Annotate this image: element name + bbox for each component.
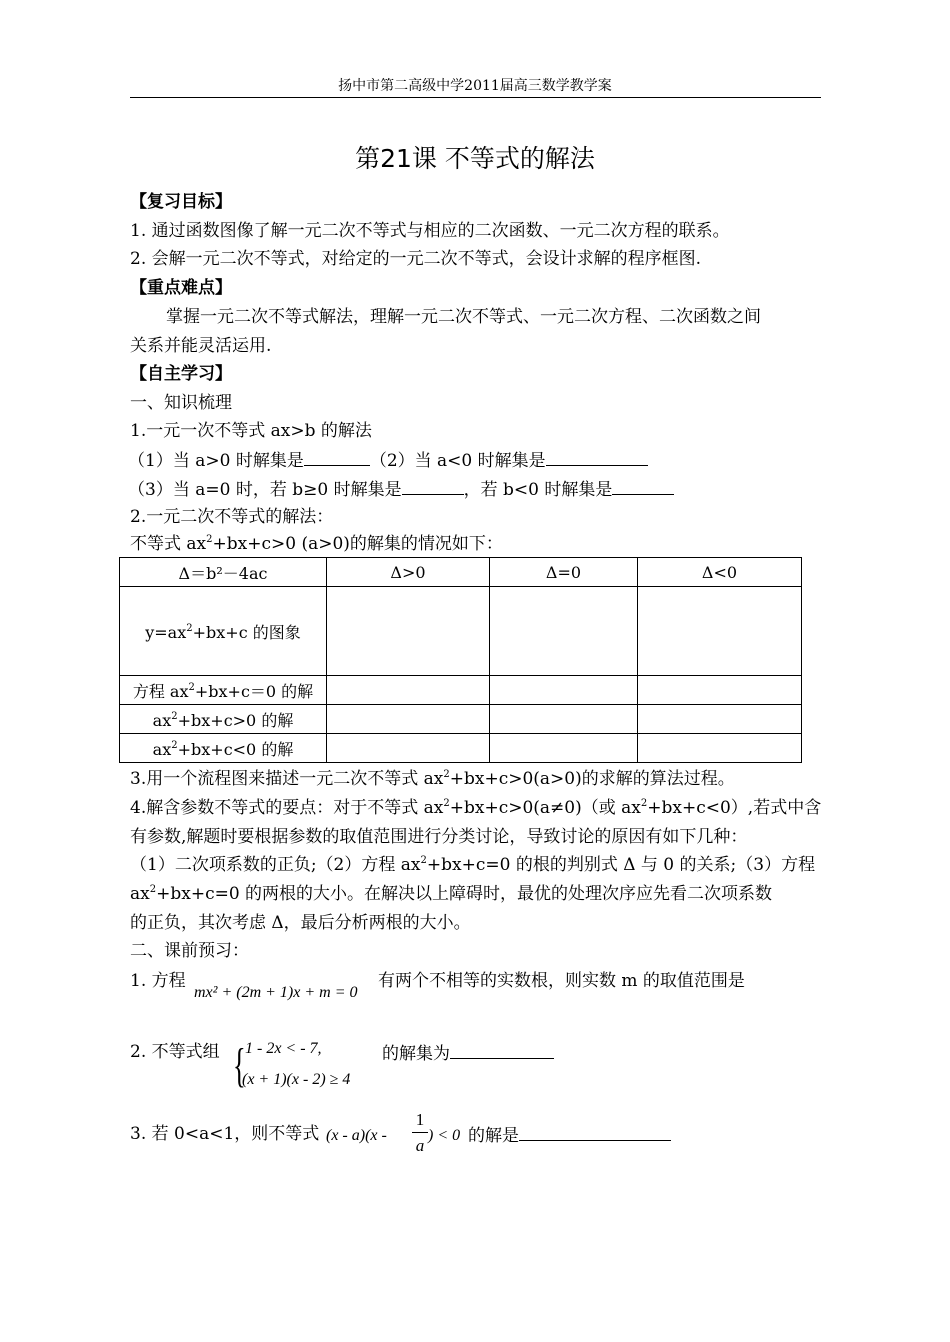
table-row-label: $ax^2+bx+c>0$ 的解 bbox=[120, 705, 327, 734]
table-cell[interactable] bbox=[638, 676, 802, 705]
fraction-numerator: 1 bbox=[415, 1110, 425, 1129]
table-cell[interactable] bbox=[638, 705, 802, 734]
keypoints-heading: 【重点难点】 bbox=[130, 278, 232, 298]
answer-blank[interactable] bbox=[304, 447, 370, 466]
keypoints-line-2: 关系并能灵活运用. bbox=[130, 336, 272, 356]
answer-blank[interactable] bbox=[402, 476, 464, 495]
problem-3-text: 的解是 bbox=[468, 1122, 671, 1148]
case-3-label: （3）当 a=0 时，若 b≥0 时解集是 bbox=[128, 480, 402, 500]
table-header-cell: Δ=0 bbox=[490, 558, 638, 587]
selfstudy-heading: 【自主学习】 bbox=[130, 364, 232, 384]
case-line-2 bbox=[128, 476, 674, 502]
problem-3-formula-left: (x - a)(x - bbox=[326, 1127, 387, 1144]
problem-2-label: 2. 不等式组 bbox=[130, 1042, 220, 1062]
item-4-line-3: （1）二次项系数的正负;（2）方程 $ax^2+bx+c=0$ 的根的判别式 Δ 与 0 的关系;（3）方程 bbox=[130, 855, 816, 875]
case-1-label: （1）当 a>0 时解集是 bbox=[128, 451, 304, 471]
table-cell[interactable] bbox=[490, 705, 638, 734]
solution-table bbox=[119, 557, 802, 763]
section-2-title: 二、课前预习： bbox=[130, 941, 249, 961]
table-cell[interactable] bbox=[327, 676, 490, 705]
table-header-cell: Δ>0 bbox=[327, 558, 490, 587]
item-2-title: 2.一元二次不等式的解法： bbox=[130, 507, 334, 527]
answer-blank[interactable] bbox=[612, 476, 674, 495]
item-1-title: 1.一元一次不等式 ax>b 的解法 bbox=[130, 421, 372, 441]
table-cell[interactable] bbox=[638, 587, 802, 676]
item-4-line-4: $ax^2+bx+c=0$ 的两根的大小。在解决以上障碍时，最优的处理次序应先看二次项系数 bbox=[130, 884, 773, 904]
table-cell[interactable] bbox=[490, 676, 638, 705]
problem-1-text: 有两个不相等的实数根，则实数 m 的取值范围是 bbox=[378, 971, 745, 991]
answer-blank[interactable] bbox=[450, 1040, 554, 1059]
item-4-line-2: 有参数,解题时要根据参数的取值范围进行分类讨论，导致讨论的原因有如下几种： bbox=[130, 827, 748, 847]
table-cell[interactable] bbox=[327, 705, 490, 734]
problem-3-formula-right: ) < 0 bbox=[428, 1127, 461, 1144]
table-cell[interactable] bbox=[490, 587, 638, 676]
keypoints-line-1: 掌握一元二次不等式解法，理解一元二次不等式、一元二次方程、二次函数之间 bbox=[166, 307, 761, 327]
table-cell[interactable] bbox=[490, 734, 638, 763]
header-rule bbox=[130, 97, 821, 98]
answer-blank[interactable] bbox=[519, 1122, 671, 1141]
goals-heading: 【复习目标】 bbox=[130, 192, 232, 212]
fraction-bar bbox=[412, 1132, 428, 1133]
item-3-text: 3.用一个流程图来描述一元二次不等式 $ax^2+bx+c>0(a>0)$的求解的算法过程。 bbox=[130, 769, 735, 789]
table-intro: 不等式 $ax^2+bx+c>0$ (a>0)的解集的情况如下： bbox=[130, 534, 503, 554]
table-cell[interactable] bbox=[327, 587, 490, 676]
table-row-label: $y=ax^2+bx+c$ 的图象 bbox=[120, 587, 327, 676]
case-3b-label: ，若 b<0 时解集是 bbox=[463, 480, 613, 500]
problem-2-text: 的解集为 bbox=[382, 1040, 554, 1066]
item-4-line-1: 4.解含参数不等式的要点：对于不等式 $ax^2+bx+c>0(a\ne 0)$（或 $ax^2+bx+c<0$）,若式中含 bbox=[130, 798, 822, 818]
table-cell[interactable] bbox=[327, 734, 490, 763]
item-4-line-5: 的正负，其次考虑 Δ，最后分析两根的大小。 bbox=[130, 913, 471, 933]
problem-3-label: 3. 若 0<a<1，则不等式 bbox=[130, 1124, 320, 1144]
table-header-cell: Δ＝b²－4ac bbox=[120, 558, 327, 587]
system-brace: { bbox=[233, 1039, 246, 1092]
problem-1-formula: mx² + (2m + 1)x + m = 0 bbox=[194, 984, 358, 1001]
answer-blank[interactable] bbox=[546, 447, 648, 466]
table-header-cell: Δ<0 bbox=[638, 558, 802, 587]
section-1-title: 一、知识梳理 bbox=[130, 393, 232, 413]
case-2-label: （2）当 a<0 时解集是 bbox=[369, 451, 546, 471]
table-cell[interactable] bbox=[638, 734, 802, 763]
table-row-label: 方程 $ax^2+bx+c=0$ 的解 bbox=[120, 676, 327, 705]
page-header: 扬中市第二高级中学2011届高三数学教学案 bbox=[338, 78, 612, 94]
problem-1-label: 1. 方程 bbox=[130, 971, 186, 991]
system-equation-1: 1 - 2x < - 7, bbox=[245, 1040, 322, 1057]
system-equation-2: (x + 1)(x - 2) ≥ 4 bbox=[242, 1071, 351, 1088]
fraction-denominator: a bbox=[415, 1136, 425, 1155]
table-row-label: $ax^2+bx+c<0$ 的解 bbox=[120, 734, 327, 763]
case-line-1 bbox=[128, 447, 648, 473]
goal-item-2: 2. 会解一元二次不等式，对给定的一元二次不等式，会设计求解的程序框图. bbox=[130, 249, 702, 269]
lesson-title: 第21课 不等式的解法 bbox=[355, 144, 595, 173]
goal-item-1: 1. 通过函数图像了解一元二次不等式与相应的二次函数、一元二次方程的联系。 bbox=[130, 221, 730, 241]
